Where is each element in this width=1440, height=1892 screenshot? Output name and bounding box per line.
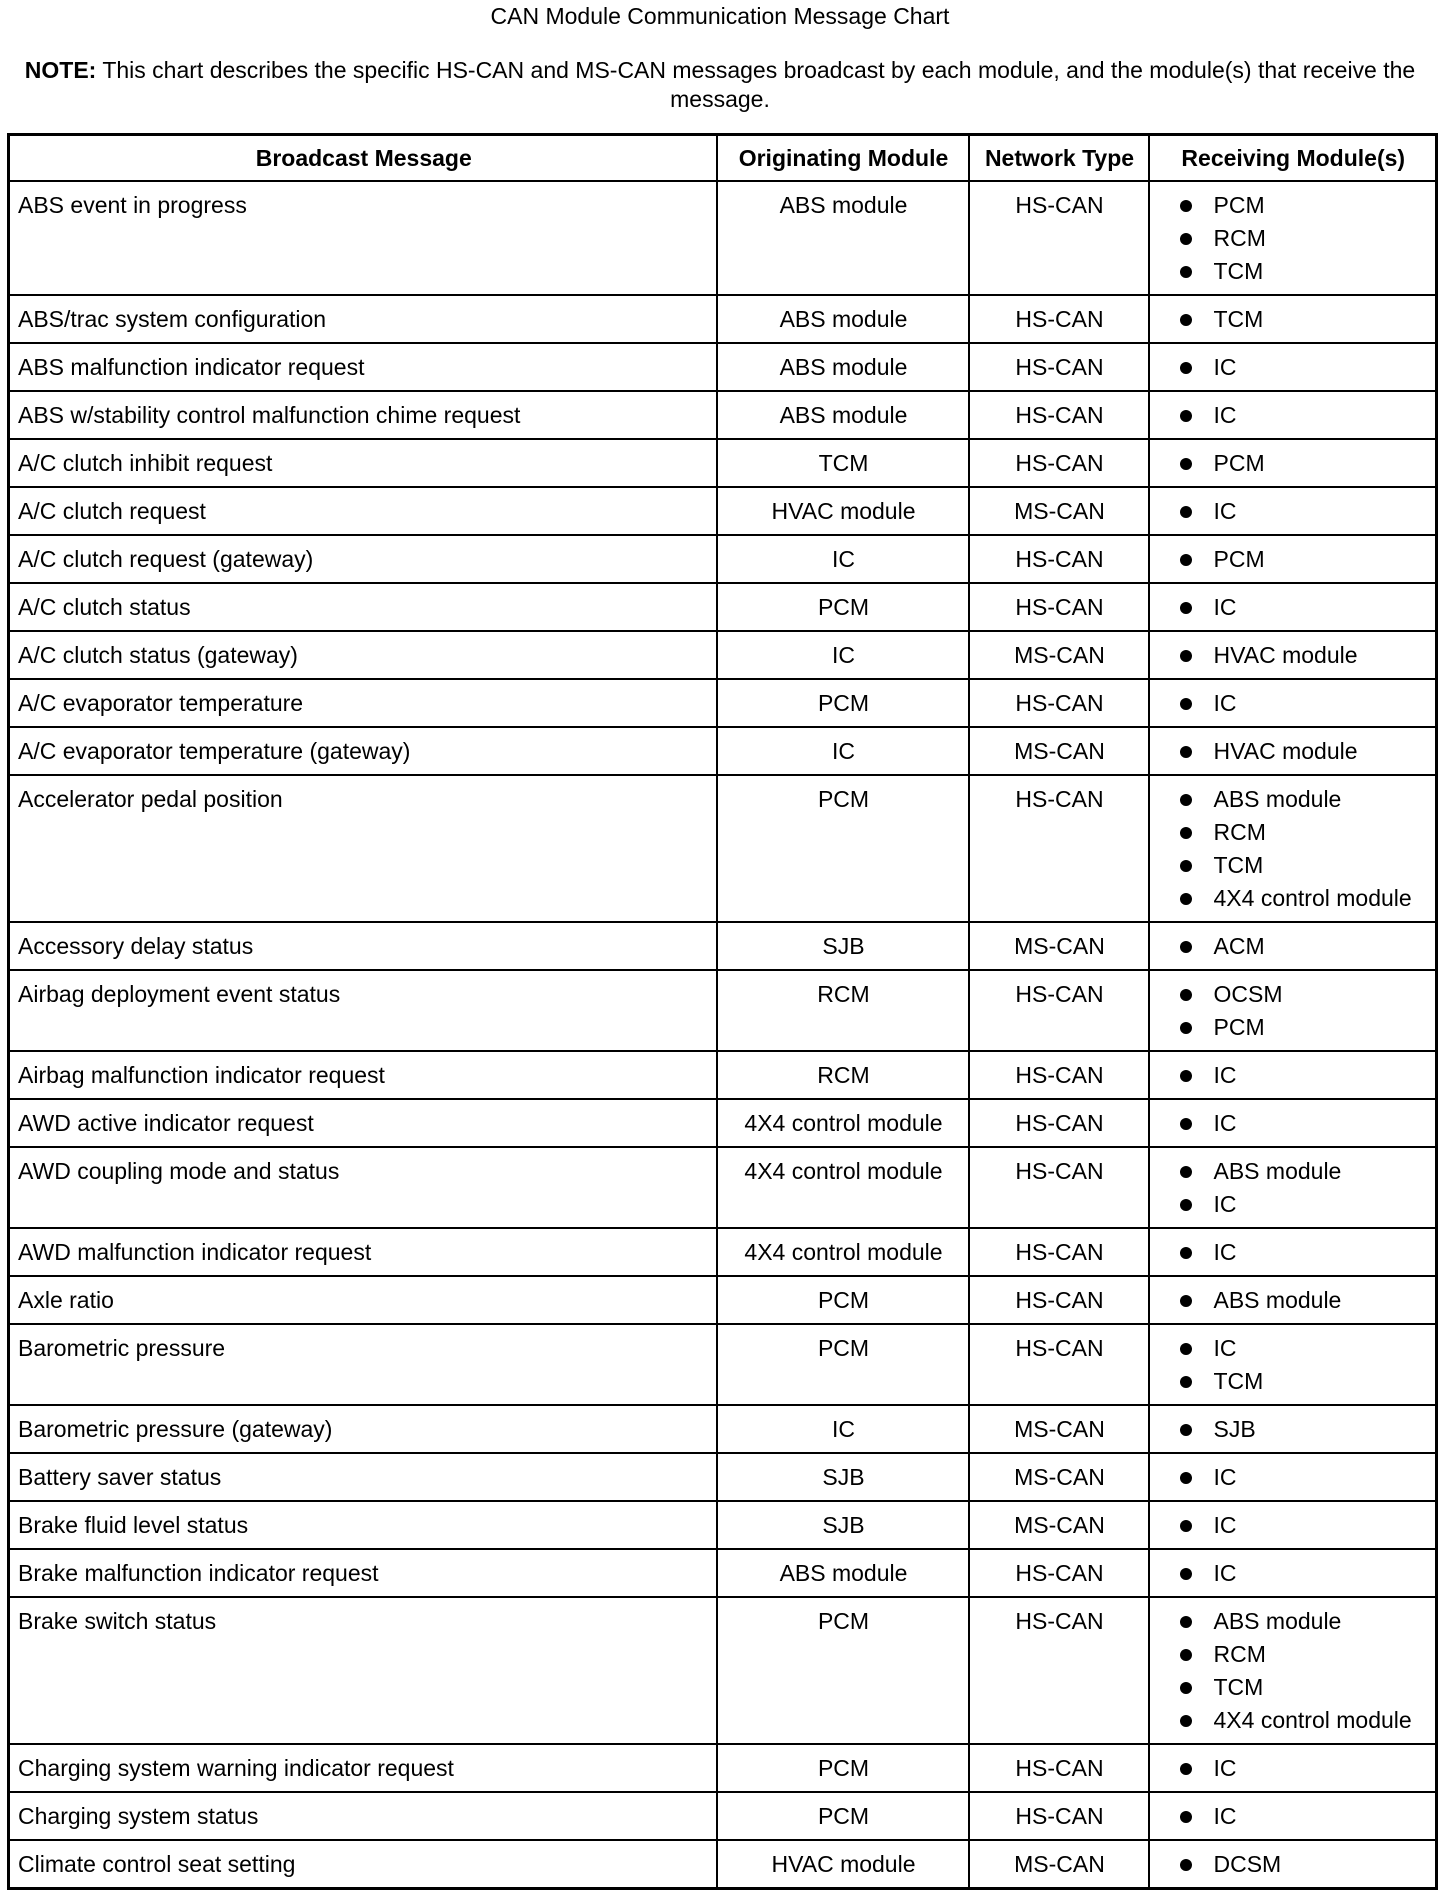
- receiving-module-item: TCM: [1158, 1671, 1430, 1704]
- network-type-cell: HS-CAN: [969, 181, 1149, 295]
- table-row: [9, 679, 1437, 727]
- receiving-module-item: IC: [1158, 1188, 1430, 1221]
- broadcast-message-cell: Accessory delay status: [9, 922, 717, 970]
- receiving-modules-list: [1158, 1059, 1430, 1092]
- receiving-module-item: TCM: [1158, 255, 1430, 288]
- header-row: [9, 135, 1437, 182]
- receiving-modules-cell: [1149, 1324, 1437, 1405]
- receiving-module-item: IC: [1158, 1236, 1430, 1269]
- network-type-cell: HS-CAN: [969, 1324, 1149, 1405]
- originating-module-cell: PCM: [717, 1324, 969, 1405]
- originating-module-cell: ABS module: [717, 343, 969, 391]
- receiving-modules-cell: [1149, 1453, 1437, 1501]
- receiving-module-item: TCM: [1158, 1365, 1430, 1398]
- originating-module-cell: PCM: [717, 1792, 969, 1840]
- receiving-modules-list: [1158, 1413, 1430, 1446]
- receiving-module-item: IC: [1158, 1461, 1430, 1494]
- receiving-modules-list: [1158, 189, 1430, 288]
- table-row: [9, 1228, 1437, 1276]
- broadcast-message-cell: Brake switch status: [9, 1597, 717, 1744]
- network-type-cell: HS-CAN: [969, 343, 1149, 391]
- receiving-module-item: HVAC module: [1158, 735, 1430, 768]
- receiving-modules-list: [1158, 978, 1430, 1044]
- network-type-cell: HS-CAN: [969, 1147, 1149, 1228]
- broadcast-message-cell: A/C clutch request: [9, 487, 717, 535]
- receiving-module-item: ABS module: [1158, 1155, 1430, 1188]
- network-type-cell: MS-CAN: [969, 1405, 1149, 1453]
- originating-module-cell: 4X4 control module: [717, 1099, 969, 1147]
- receiving-modules-list: [1158, 1605, 1430, 1737]
- table-row: [9, 535, 1437, 583]
- table-row: [9, 970, 1437, 1051]
- network-type-cell: HS-CAN: [969, 583, 1149, 631]
- receiving-modules-list: [1158, 783, 1430, 915]
- receiving-module-item: SJB: [1158, 1413, 1430, 1446]
- table-body: [9, 181, 1437, 1889]
- originating-module-cell: HVAC module: [717, 1840, 969, 1889]
- broadcast-message-cell: A/C clutch request (gateway): [9, 535, 717, 583]
- table-row: [9, 487, 1437, 535]
- receiving-modules-cell: [1149, 679, 1437, 727]
- broadcast-message-cell: ABS/trac system configuration: [9, 295, 717, 343]
- message-chart-table: [7, 133, 1438, 1890]
- network-type-cell: HS-CAN: [969, 1597, 1149, 1744]
- table-row: [9, 1405, 1437, 1453]
- receiving-module-item: IC: [1158, 1332, 1430, 1365]
- network-type-cell: MS-CAN: [969, 487, 1149, 535]
- table-row: [9, 1792, 1437, 1840]
- receiving-modules-list: [1158, 1848, 1430, 1881]
- receiving-module-item: DCSM: [1158, 1848, 1430, 1881]
- broadcast-message-cell: Charging system status: [9, 1792, 717, 1840]
- table-row: [9, 1324, 1437, 1405]
- originating-module-cell: TCM: [717, 439, 969, 487]
- receiving-module-item: IC: [1158, 1752, 1430, 1785]
- table-row: [9, 775, 1437, 922]
- receiving-module-item: PCM: [1158, 543, 1430, 576]
- receiving-modules-cell: [1149, 727, 1437, 775]
- network-type-cell: HS-CAN: [969, 775, 1149, 922]
- originating-module-cell: SJB: [717, 1453, 969, 1501]
- note-text: This chart describes the specific HS-CAN and MS-CAN messages broadcast by each module, and the module(s) that receive the message.: [102, 57, 1416, 112]
- receiving-modules-list: [1158, 495, 1430, 528]
- receiving-module-item: OCSM: [1158, 978, 1430, 1011]
- page-title: CAN Module Communication Message Chart: [490, 3, 950, 29]
- receiving-modules-list: [1158, 735, 1430, 768]
- receiving-modules-cell: [1149, 295, 1437, 343]
- network-type-cell: HS-CAN: [969, 970, 1149, 1051]
- broadcast-message-cell: Brake fluid level status: [9, 1501, 717, 1549]
- receiving-modules-list: [1158, 930, 1430, 963]
- network-type-cell: HS-CAN: [969, 1099, 1149, 1147]
- originating-module-cell: SJB: [717, 922, 969, 970]
- network-type-cell: HS-CAN: [969, 1051, 1149, 1099]
- receiving-modules-list: [1158, 1509, 1430, 1542]
- table-row: [9, 1840, 1437, 1889]
- receiving-modules-cell: [1149, 1051, 1437, 1099]
- receiving-modules-cell: [1149, 1549, 1437, 1597]
- receiving-module-item: IC: [1158, 1800, 1430, 1833]
- table-row: [9, 1453, 1437, 1501]
- broadcast-message-cell: Airbag deployment event status: [9, 970, 717, 1051]
- receiving-modules-cell: [1149, 343, 1437, 391]
- table-row: [9, 1147, 1437, 1228]
- header-network-type: Network Type: [969, 135, 1149, 182]
- originating-module-cell: IC: [717, 631, 969, 679]
- table-row: [9, 391, 1437, 439]
- receiving-modules-list: [1158, 543, 1430, 576]
- receiving-modules-cell: [1149, 1744, 1437, 1792]
- receiving-module-item: RCM: [1158, 816, 1430, 849]
- header-originating-module: Originating Module: [717, 135, 969, 182]
- broadcast-message-cell: ABS malfunction indicator request: [9, 343, 717, 391]
- receiving-module-item: IC: [1158, 495, 1430, 528]
- receiving-module-item: HVAC module: [1158, 639, 1430, 672]
- receiving-modules-list: [1158, 1461, 1430, 1494]
- receiving-module-item: ABS module: [1158, 1605, 1430, 1638]
- network-type-cell: HS-CAN: [969, 439, 1149, 487]
- receiving-modules-list: [1158, 1752, 1430, 1785]
- table-row: [9, 1744, 1437, 1792]
- network-type-cell: HS-CAN: [969, 679, 1149, 727]
- receiving-modules-list: [1158, 1107, 1430, 1140]
- table-row: [9, 1597, 1437, 1744]
- table-row: [9, 1051, 1437, 1099]
- receiving-modules-cell: [1149, 1276, 1437, 1324]
- receiving-modules-cell: [1149, 1099, 1437, 1147]
- receiving-modules-list: [1158, 1800, 1430, 1833]
- receiving-module-item: PCM: [1158, 1011, 1430, 1044]
- receiving-module-item: PCM: [1158, 447, 1430, 480]
- receiving-module-item: RCM: [1158, 222, 1430, 255]
- receiving-modules-list: [1158, 1284, 1430, 1317]
- broadcast-message-cell: Brake malfunction indicator request: [9, 1549, 717, 1597]
- table-row: [9, 1549, 1437, 1597]
- table-row: [9, 295, 1437, 343]
- table-row: [9, 1099, 1437, 1147]
- table-row: [9, 727, 1437, 775]
- network-type-cell: HS-CAN: [969, 1228, 1149, 1276]
- receiving-modules-list: [1158, 351, 1430, 384]
- broadcast-message-cell: Accelerator pedal position: [9, 775, 717, 922]
- receiving-modules-list: [1158, 399, 1430, 432]
- receiving-modules-list: [1158, 1557, 1430, 1590]
- table-row: [9, 583, 1437, 631]
- originating-module-cell: IC: [717, 727, 969, 775]
- receiving-modules-list: [1158, 1236, 1430, 1269]
- receiving-modules-cell: [1149, 1840, 1437, 1889]
- receiving-modules-cell: [1149, 535, 1437, 583]
- receiving-module-item: PCM: [1158, 189, 1430, 222]
- broadcast-message-cell: ABS w/stability control malfunction chime request: [9, 391, 717, 439]
- table-row: [9, 922, 1437, 970]
- network-type-cell: MS-CAN: [969, 1453, 1149, 1501]
- broadcast-message-cell: Airbag malfunction indicator request: [9, 1051, 717, 1099]
- receiving-modules-cell: [1149, 631, 1437, 679]
- receiving-modules-cell: [1149, 1405, 1437, 1453]
- receiving-module-item: 4X4 control module: [1158, 882, 1430, 915]
- receiving-modules-list: [1158, 639, 1430, 672]
- broadcast-message-cell: A/C clutch inhibit request: [9, 439, 717, 487]
- network-type-cell: MS-CAN: [969, 727, 1149, 775]
- receiving-modules-cell: [1149, 1147, 1437, 1228]
- receiving-module-item: RCM: [1158, 1638, 1430, 1671]
- originating-module-cell: PCM: [717, 1744, 969, 1792]
- receiving-module-item: IC: [1158, 351, 1430, 384]
- originating-module-cell: ABS module: [717, 391, 969, 439]
- originating-module-cell: PCM: [717, 775, 969, 922]
- originating-module-cell: RCM: [717, 1051, 969, 1099]
- originating-module-cell: ABS module: [717, 295, 969, 343]
- receiving-modules-cell: [1149, 1501, 1437, 1549]
- network-type-cell: HS-CAN: [969, 1276, 1149, 1324]
- receiving-module-item: IC: [1158, 1059, 1430, 1092]
- receiving-modules-cell: [1149, 922, 1437, 970]
- receiving-modules-list: [1158, 1332, 1430, 1398]
- table-row: [9, 181, 1437, 295]
- note: [18, 56, 1422, 114]
- broadcast-message-cell: A/C clutch status (gateway): [9, 631, 717, 679]
- network-type-cell: MS-CAN: [969, 1501, 1149, 1549]
- receiving-modules-cell: [1149, 181, 1437, 295]
- receiving-modules-cell: [1149, 391, 1437, 439]
- originating-module-cell: IC: [717, 1405, 969, 1453]
- network-type-cell: HS-CAN: [969, 1792, 1149, 1840]
- table-row: [9, 1501, 1437, 1549]
- receiving-modules-list: [1158, 1155, 1430, 1221]
- table-row: [9, 439, 1437, 487]
- receiving-module-item: IC: [1158, 591, 1430, 624]
- originating-module-cell: HVAC module: [717, 487, 969, 535]
- receiving-modules-cell: [1149, 1792, 1437, 1840]
- broadcast-message-cell: AWD active indicator request: [9, 1099, 717, 1147]
- note-label: NOTE:: [24, 57, 97, 83]
- receiving-modules-list: [1158, 591, 1430, 624]
- broadcast-message-cell: A/C clutch status: [9, 583, 717, 631]
- network-type-cell: MS-CAN: [969, 1840, 1149, 1889]
- header-receiving-modules: Receiving Module(s): [1149, 135, 1437, 182]
- originating-module-cell: PCM: [717, 583, 969, 631]
- originating-module-cell: IC: [717, 535, 969, 583]
- table-row: [9, 1276, 1437, 1324]
- receiving-modules-cell: [1149, 970, 1437, 1051]
- receiving-modules-list: [1158, 447, 1430, 480]
- originating-module-cell: ABS module: [717, 1549, 969, 1597]
- header-broadcast-message: Broadcast Message: [9, 135, 717, 182]
- receiving-modules-cell: [1149, 583, 1437, 631]
- broadcast-message-cell: AWD coupling mode and status: [9, 1147, 717, 1228]
- broadcast-message-cell: Barometric pressure (gateway): [9, 1405, 717, 1453]
- broadcast-message-cell: Battery saver status: [9, 1453, 717, 1501]
- originating-module-cell: 4X4 control module: [717, 1147, 969, 1228]
- broadcast-message-cell: Climate control seat setting: [9, 1840, 717, 1889]
- network-type-cell: HS-CAN: [969, 391, 1149, 439]
- receiving-module-item: 4X4 control module: [1158, 1704, 1430, 1737]
- broadcast-message-cell: Barometric pressure: [9, 1324, 717, 1405]
- receiving-module-item: TCM: [1158, 303, 1430, 336]
- receiving-module-item: ABS module: [1158, 783, 1430, 816]
- receiving-module-item: IC: [1158, 399, 1430, 432]
- network-type-cell: HS-CAN: [969, 535, 1149, 583]
- receiving-module-item: ACM: [1158, 930, 1430, 963]
- broadcast-message-cell: ABS event in progress: [9, 181, 717, 295]
- receiving-module-item: IC: [1158, 1557, 1430, 1590]
- broadcast-message-cell: A/C evaporator temperature: [9, 679, 717, 727]
- network-type-cell: HS-CAN: [969, 1549, 1149, 1597]
- network-type-cell: HS-CAN: [969, 295, 1149, 343]
- originating-module-cell: PCM: [717, 1597, 969, 1744]
- broadcast-message-cell: A/C evaporator temperature (gateway): [9, 727, 717, 775]
- originating-module-cell: SJB: [717, 1501, 969, 1549]
- receiving-modules-cell: [1149, 439, 1437, 487]
- originating-module-cell: 4X4 control module: [717, 1228, 969, 1276]
- network-type-cell: MS-CAN: [969, 922, 1149, 970]
- originating-module-cell: PCM: [717, 1276, 969, 1324]
- receiving-modules-cell: [1149, 1597, 1437, 1744]
- receiving-module-item: IC: [1158, 1107, 1430, 1140]
- receiving-modules-cell: [1149, 487, 1437, 535]
- receiving-module-item: TCM: [1158, 849, 1430, 882]
- network-type-cell: HS-CAN: [969, 1744, 1149, 1792]
- receiving-module-item: IC: [1158, 687, 1430, 720]
- originating-module-cell: PCM: [717, 679, 969, 727]
- broadcast-message-cell: Axle ratio: [9, 1276, 717, 1324]
- receiving-module-item: IC: [1158, 1509, 1430, 1542]
- table-row: [9, 343, 1437, 391]
- receiving-module-item: ABS module: [1158, 1284, 1430, 1317]
- originating-module-cell: ABS module: [717, 181, 969, 295]
- receiving-modules-list: [1158, 303, 1430, 336]
- broadcast-message-cell: Charging system warning indicator request: [9, 1744, 717, 1792]
- originating-module-cell: RCM: [717, 970, 969, 1051]
- network-type-cell: MS-CAN: [969, 631, 1149, 679]
- broadcast-message-cell: AWD malfunction indicator request: [9, 1228, 717, 1276]
- receiving-modules-cell: [1149, 775, 1437, 922]
- table-row: [9, 631, 1437, 679]
- receiving-modules-list: [1158, 687, 1430, 720]
- receiving-modules-cell: [1149, 1228, 1437, 1276]
